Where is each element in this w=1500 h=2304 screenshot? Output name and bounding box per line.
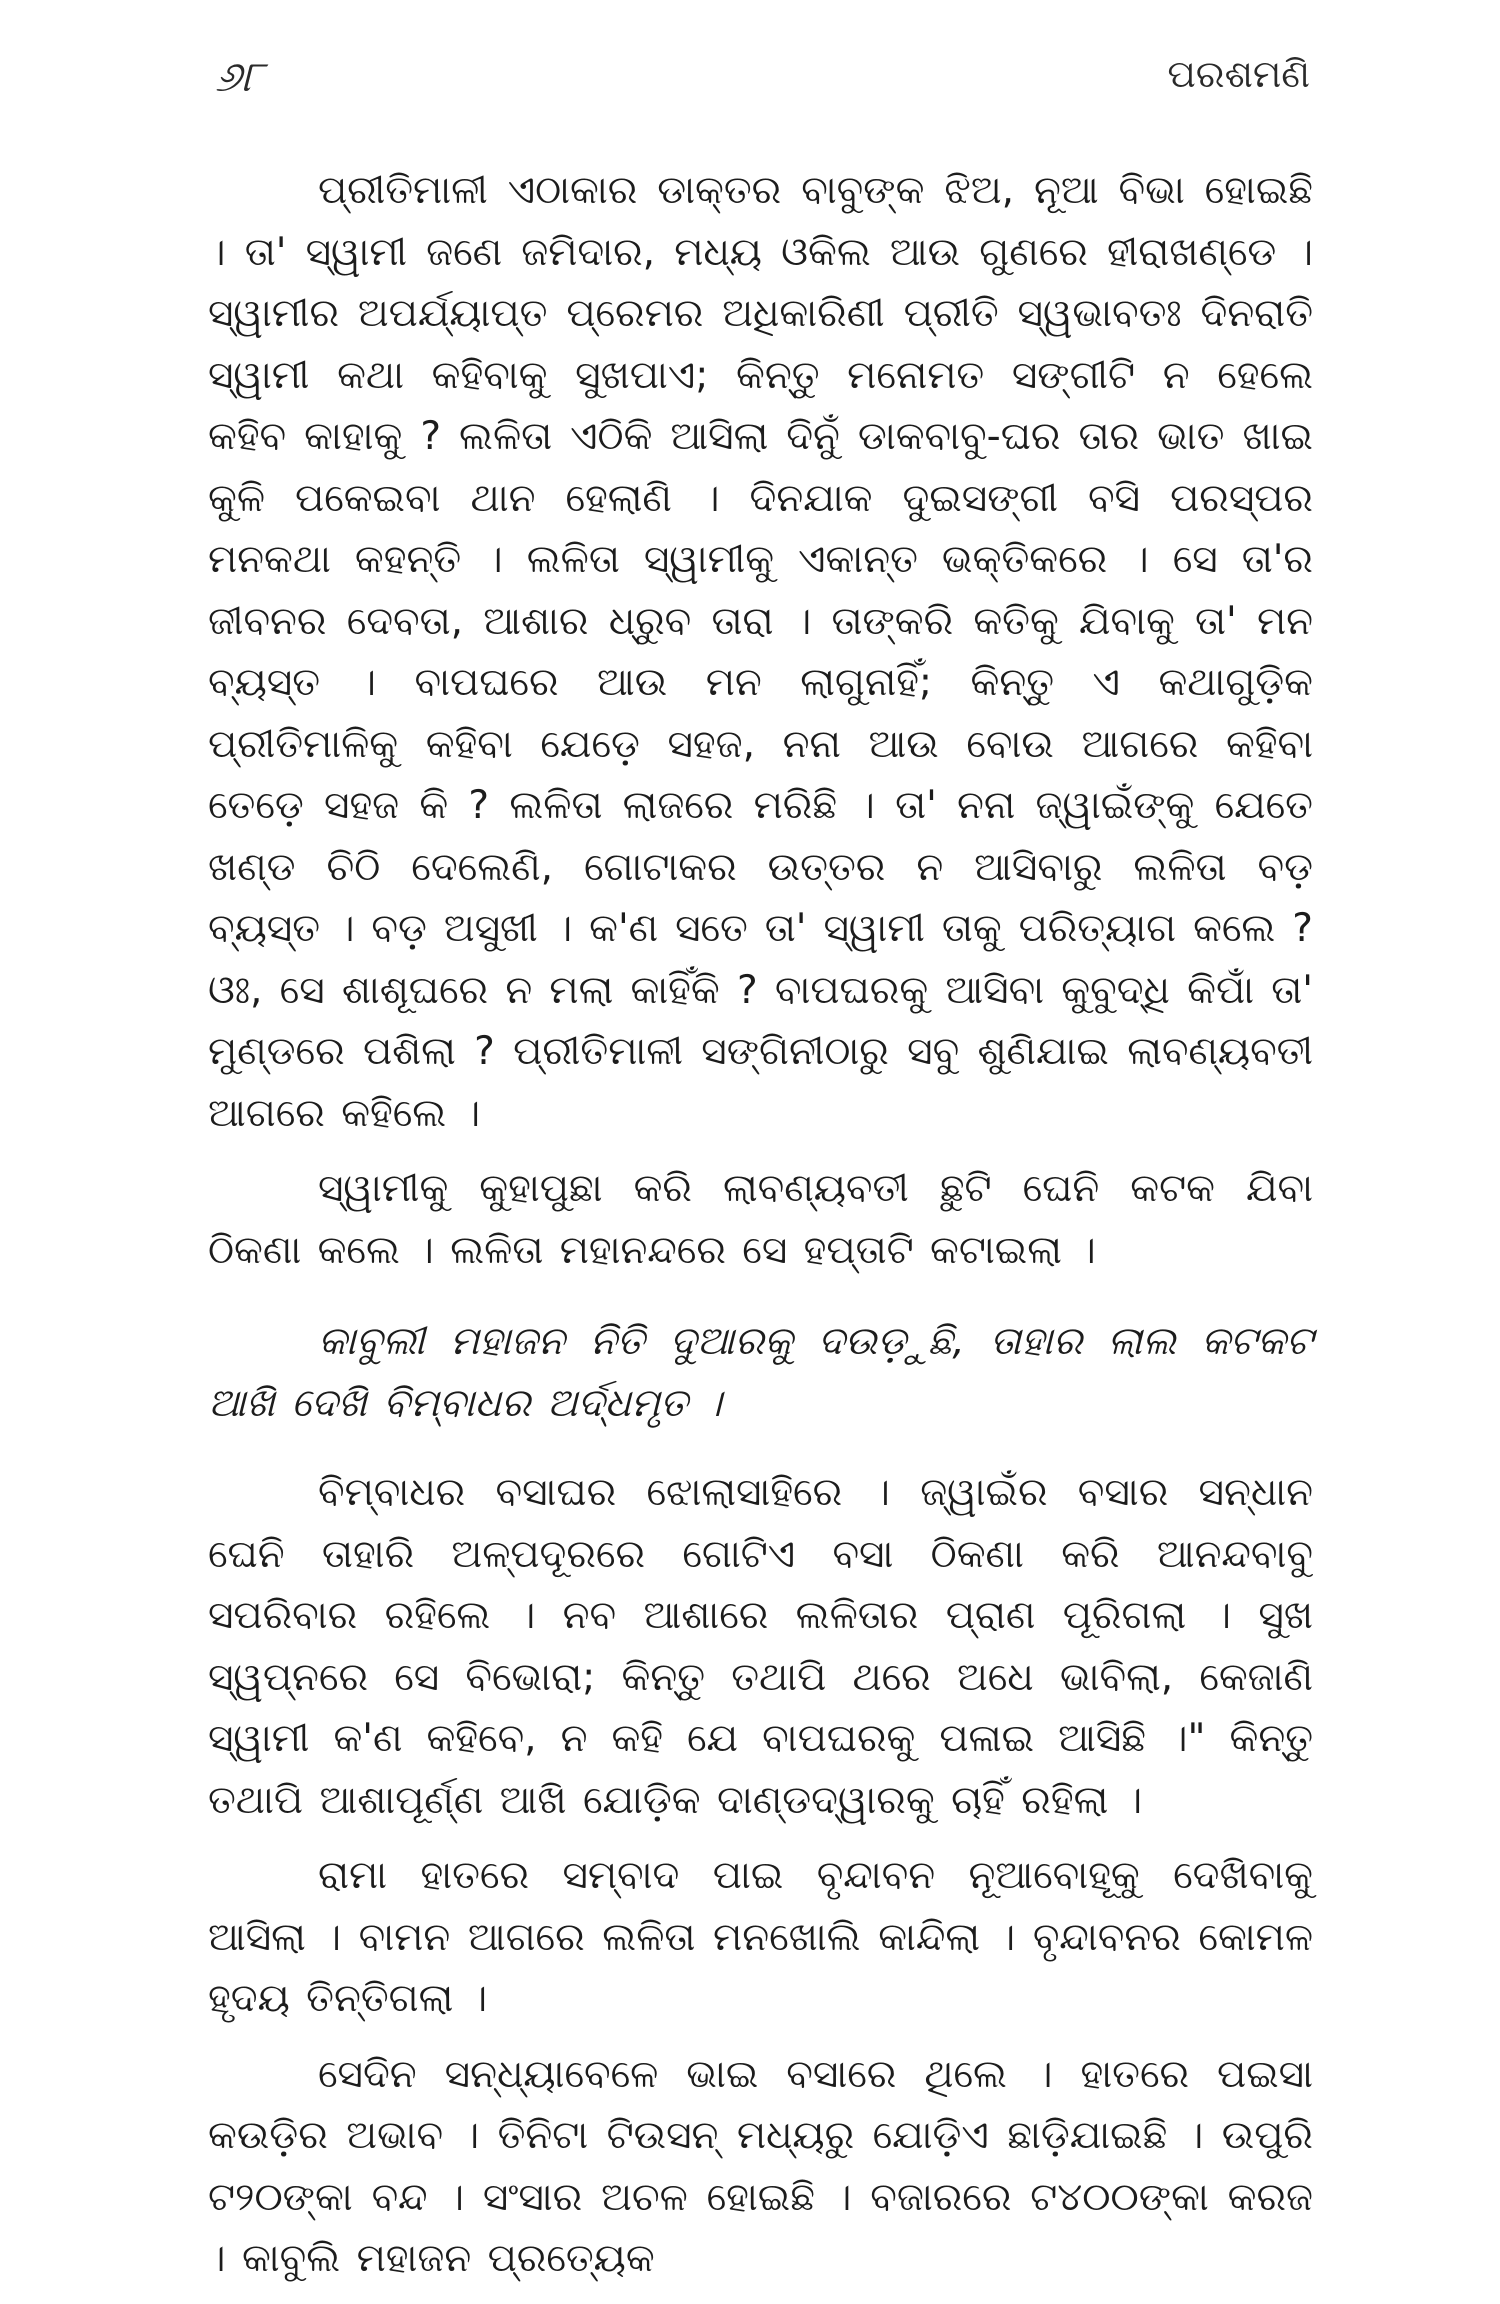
body-text (208, 160, 1313, 2304)
paragraph-4: ବିମ୍ବାଧର ବସାଘର ଝୋଲାସାହିରେ । ଜ୍ୱାଇଁର ବସାର ସନ୍ଧାନ ଘେନି ତାହାରି ଅଳ୍ପଦୂରରେ ଗୋଟିଏ ବସା ଠିକଣା କରି ଆନନ୍ଦବାବୁ ସପରିବାର ରହିଲେ । ନବ ଆଶାରେ ଲଳିତାର ପ୍ରାଣ ପୂରିଗଲା । ସୁଖ ସ୍ୱପ୍ନରେ ସେ ବିଭୋରା; କିନ୍ତୁ ତଥାପି ଥରେ ଅଧେ ଭାବିଲା, କେଜାଣି ସ୍ୱାମୀ କ'ଣ କହିବେ, ନ କହି ଯେ ବାପଘରକୁ ପଳାଇ ଆସିଛି ।" କିନ୍ତୁ ତଥାପି ଆଶାପୂର୍ଣ୍ଣ ଆଖି ଯୋଡ଼ିକ ଦାଣ୍ଡଦ୍ୱାରକୁ ଚାହିଁ ରହିଲା । (208, 1470, 1313, 1823)
running-title: ପରଶମଣି (1167, 52, 1310, 96)
page-number: ୬୮ (215, 52, 264, 101)
paragraph-1: ପ୍ରୀତିମାଳୀ ଏଠାକାର ଡାକ୍ତର ବାବୁଙ୍କ ଝିଅ, ନୂଆ ବିଭା ହୋଇଛି । ତା' ସ୍ୱାମୀ ଜଣେ ଜମିଦାର, ମଧ୍ୟ ଓକିଲ ଆଉ ଗୁଣରେ ହୀରାଖଣ୍ଡେ । ସ୍ୱାମୀର ଅପର୍ଯ୍ୟାପ୍ତ ପ୍ରେମର ଅଧିକାରିଣୀ ପ୍ରୀତି ସ୍ୱଭାବତଃ ଦିନରାତି ସ୍ୱାମୀ କଥା କହିବାକୁ ସୁଖପାଏ; କିନ୍ତୁ ମନୋମତ ସଙ୍ଗୀଟି ନ ହେଲେ କହିବ କାହାକୁ ? ଲଳିତା ଏଠିକି ଆସିଲା ଦିନୁଁ ଡାକବାବୁ-ଘର ତାର ଭାତ ଖାଇ କୁଳି ପକେଇବା ଥାନ ହେଲାଣି । ଦିନଯାକ ଦୁଇସଙ୍ଗୀ ବସି ପରସ୍ପର ମନକଥା କହନ୍ତି । ଲଳିତା ସ୍ୱାମୀକୁ ଏକାନ୍ତ ଭକ୍ତିକରେ । ସେ ତା'ର ଜୀବନର ଦେବତା, ଆଶାର ଧ୍ରୁବ ତାରା । ତାଙ୍କରି କତିକୁ ଯିବାକୁ ତା' ମନ ବ୍ୟସ୍ତ । ବାପଘରେ ଆଉ ମନ ଲାଗୁନାହିଁ; କିନ୍ତୁ ଏ କଥାଗୁଡ଼ିକ ପ୍ରୀତିମାଳିକୁ କହିବା ଯେଡ଼େ ସହଜ, ନନା ଆଉ ବୋଉ ଆଗରେ କହିବା ତେଡ଼େ ସହଜ କି ? ଲଳିତା ଲାଜରେ ମରିଛି । ତା' ନନା ଜ୍ୱାଇଁଙ୍କୁ ଯେତେ ଖଣ୍ଡ ଚିଠି ଦେଲେଣି, ଗୋଟାକର ଉତ୍ତର ନ ଆସିବାରୁ ଲଳିତା ବଡ଼ ବ୍ୟସ୍ତ । ବଡ଼ ଅସୁଖୀ । କ'ଣ ସତେ ତା' ସ୍ୱାମୀ ତାକୁ ପରିତ୍ୟାଗ କଲେ ? ଓଃ, ସେ ଶାଶୂଘରେ ନ ମଲା କାହିଁକି ? ବାପଘରକୁ ଆସିବା କୁବୁଦ୍ଧି କିପାଁ ତା' ମୁଣ୍ଡରେ ପଶିଲା ? ପ୍ରୀତିମାଳୀ ସଙ୍ଗିନୀଠାରୁ ସବୁ ଶୁଣିଯାଇ ଲାବଣ୍ୟବତୀ ଆଗରେ କହିଲେ । (208, 168, 1313, 1136)
italic-paragraph: କାବୁଲୀ ମହାଜନ ନିତି ଦୁଆରକୁ ଦଉଡ଼ୁଛି, ତାହାର ଲାଲ କଟକଟ ଆଖି ଦେଖି ବିମ୍ବାଧର ଅର୍ଦ୍ଧମୃତ । (208, 1319, 1313, 1426)
paragraph-5: ରାମା ହାତରେ ସମ୍ବାଦ ପାଇ ବୃନ୍ଦାବନ ନୂଆବୋହୂକୁ ଦେଖିବାକୁ ଆସିଲା । ବାମନ ଆଗରେ ଲଳିତା ମନଖୋଲି କାନ୍ଦିଲା । ବୃନ୍ଦାବନର କୋମଳ ହୃଦୟ ତିନ୍ତିଗଲା । (208, 1853, 1313, 2021)
paragraph-2: ସ୍ୱାମୀକୁ କୁହାପୁଛା କରି ଲାବଣ୍ୟବତୀ ଛୁଟି ଘେନି କଟକ ଯିବା ଠିକଣା କଲେ । ଲଳିତା ମହାନନ୍ଦରେ ସେ ହପ୍ତାଟି କଟାଇଲା । (208, 1166, 1313, 1273)
paragraph-6: ସେଦିନ ସନ୍ଧ୍ୟାବେଳେ ଭାଇ ବସାରେ ଥିଲେ । ହାତରେ ପଇସା କଉଡ଼ିର ଅଭାବ । ତିନିଟା ଟିଉସନ୍ ମଧ୍ୟରୁ ଯୋଡ଼ିଏ ଛାଡ଼ିଯାଇଛି । ଉପୁରି ଟ୨୦ଙ୍କା ବନ୍ଦ । ସଂସାର ଅଚଳ ହୋଇଛି । ବଜାରରେ ଟ୪୦୦ଙ୍କା କରଜ । କାବୁଲି ମହାଜନ ପ୍ରତ୍ୟେକ (208, 2051, 1313, 2281)
page-header (215, 52, 1310, 112)
